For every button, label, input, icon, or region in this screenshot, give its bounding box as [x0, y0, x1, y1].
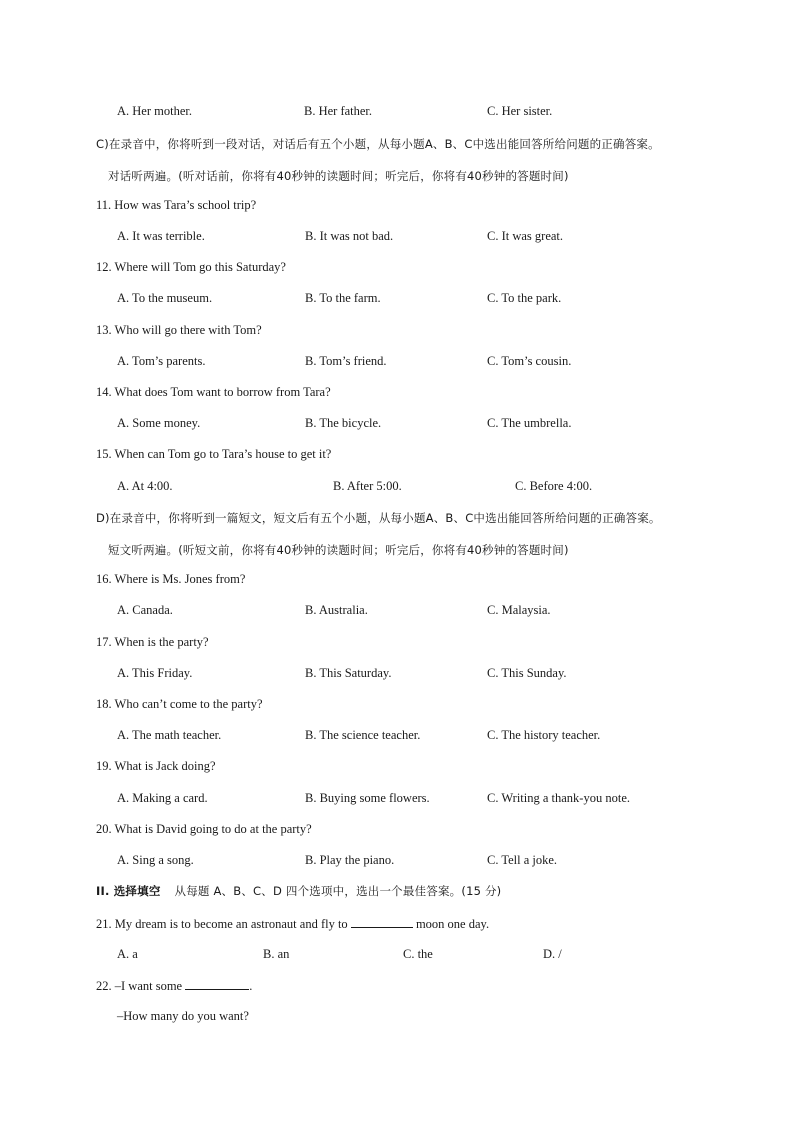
question-21-text-after: moon one day. — [412, 917, 490, 931]
q19-option-c: C. Writing a thank-you note. — [487, 791, 630, 805]
q20-option-b: B. Play the piano. — [305, 853, 395, 867]
q20-option-c: C. Tell a joke. — [487, 853, 558, 867]
q10-option-b: B. Her father. — [304, 104, 373, 118]
q12-option-c: C. To the park. — [487, 291, 562, 305]
question-18: 18. Who can’t come to the party? — [96, 697, 263, 711]
question-15: 15. When can Tom go to Tara’s house to get it? — [96, 447, 332, 461]
q16-option-c: C. Malaysia. — [487, 603, 551, 617]
section-ii-header — [96, 883, 501, 899]
q14-option-c: C. The umbrella. — [487, 416, 572, 430]
section-c-instruction-2: 对话听两遍。(听对话前，你将有40秒钟的读题时间；听完后，你将有40秒钟的答题时间) — [108, 169, 569, 183]
section-ii-title: II. 选择填空 — [96, 884, 161, 898]
question-21-text-before: 21. My dream is to become an astronaut and fly to — [96, 917, 351, 931]
answer-blank — [351, 915, 413, 928]
q14-option-a: A. Some money. — [117, 416, 201, 430]
q13-option-c: C. Tom’s cousin. — [487, 354, 572, 368]
q15-option-a: A. At 4:00. — [117, 479, 173, 493]
question-13: 13. Who will go there with Tom? — [96, 323, 262, 337]
q16-option-b: B. Australia. — [305, 603, 368, 617]
q21-option-d: D. / — [543, 947, 562, 961]
q11-option-a: A. It was terrible. — [117, 229, 205, 243]
section-c-instruction: C)在录音中，你将听到一段对话，对话后有五个小题，从每小题A、B、C中选出能回答所给问题的正确答案。 — [96, 137, 660, 151]
question-22 — [96, 977, 252, 994]
question-20: 20. What is David going to do at the party? — [96, 822, 312, 836]
q11-option-c: C. It was great. — [487, 229, 564, 243]
question-16: 16. Where is Ms. Jones from? — [96, 572, 246, 586]
q21-option-a: A. a — [117, 947, 138, 961]
section-ii-instruction: 从每题 A、B、C、D 四个选项中，选出一个最佳答案。(15 分) — [174, 884, 502, 898]
answer-blank — [185, 977, 249, 990]
q17-option-c: C. This Sunday. — [487, 666, 567, 680]
question-21 — [96, 915, 489, 932]
q17-option-b: B. This Saturday. — [305, 666, 392, 680]
question-14: 14. What does Tom want to borrow from Tara? — [96, 385, 331, 399]
q21-option-c: C. the — [403, 947, 433, 961]
q18-option-a: A. The math teacher. — [117, 728, 222, 742]
q18-option-c: C. The history teacher. — [487, 728, 601, 742]
section-d-instruction: D)在录音中，你将听到一篇短文，短文后有五个小题，从每小题A、B、C中选出能回答所给问题的正确答案。 — [96, 511, 661, 525]
q11-option-b: B. It was not bad. — [305, 229, 394, 243]
question-22-text-after: . — [249, 979, 253, 993]
question-11: 11. How was Tara’s school trip? — [96, 198, 257, 212]
question-19: 19. What is Jack doing? — [96, 759, 216, 773]
q13-option-a: A. Tom’s parents. — [117, 354, 206, 368]
section-d-instruction-2: 短文听两遍。(听短文前，你将有40秒钟的读题时间；听完后，你将有40秒钟的答题时间) — [108, 543, 569, 557]
question-22-reply: –How many do you want? — [117, 1009, 249, 1023]
q15-option-c: C. Before 4:00. — [515, 479, 593, 493]
q15-option-b: B. After 5:00. — [333, 479, 402, 493]
q19-option-a: A. Making a card. — [117, 791, 208, 805]
q10-option-a: A. Her mother. — [117, 104, 192, 118]
q17-option-a: A. This Friday. — [117, 666, 193, 680]
q18-option-b: B. The science teacher. — [305, 728, 421, 742]
q20-option-a: A. Sing a song. — [117, 853, 194, 867]
q21-option-b: B. an — [263, 947, 290, 961]
q14-option-b: B. The bicycle. — [305, 416, 382, 430]
q19-option-b: B. Buying some flowers. — [305, 791, 430, 805]
question-12: 12. Where will Tom go this Saturday? — [96, 260, 286, 274]
q12-option-a: A. To the museum. — [117, 291, 213, 305]
question-22-text-before: 22. –I want some — [96, 979, 186, 993]
q13-option-b: B. Tom’s friend. — [305, 354, 387, 368]
q12-option-b: B. To the farm. — [305, 291, 381, 305]
q10-option-c: C. Her sister. — [487, 104, 553, 118]
question-17: 17. When is the party? — [96, 635, 209, 649]
q16-option-a: A. Canada. — [117, 603, 173, 617]
